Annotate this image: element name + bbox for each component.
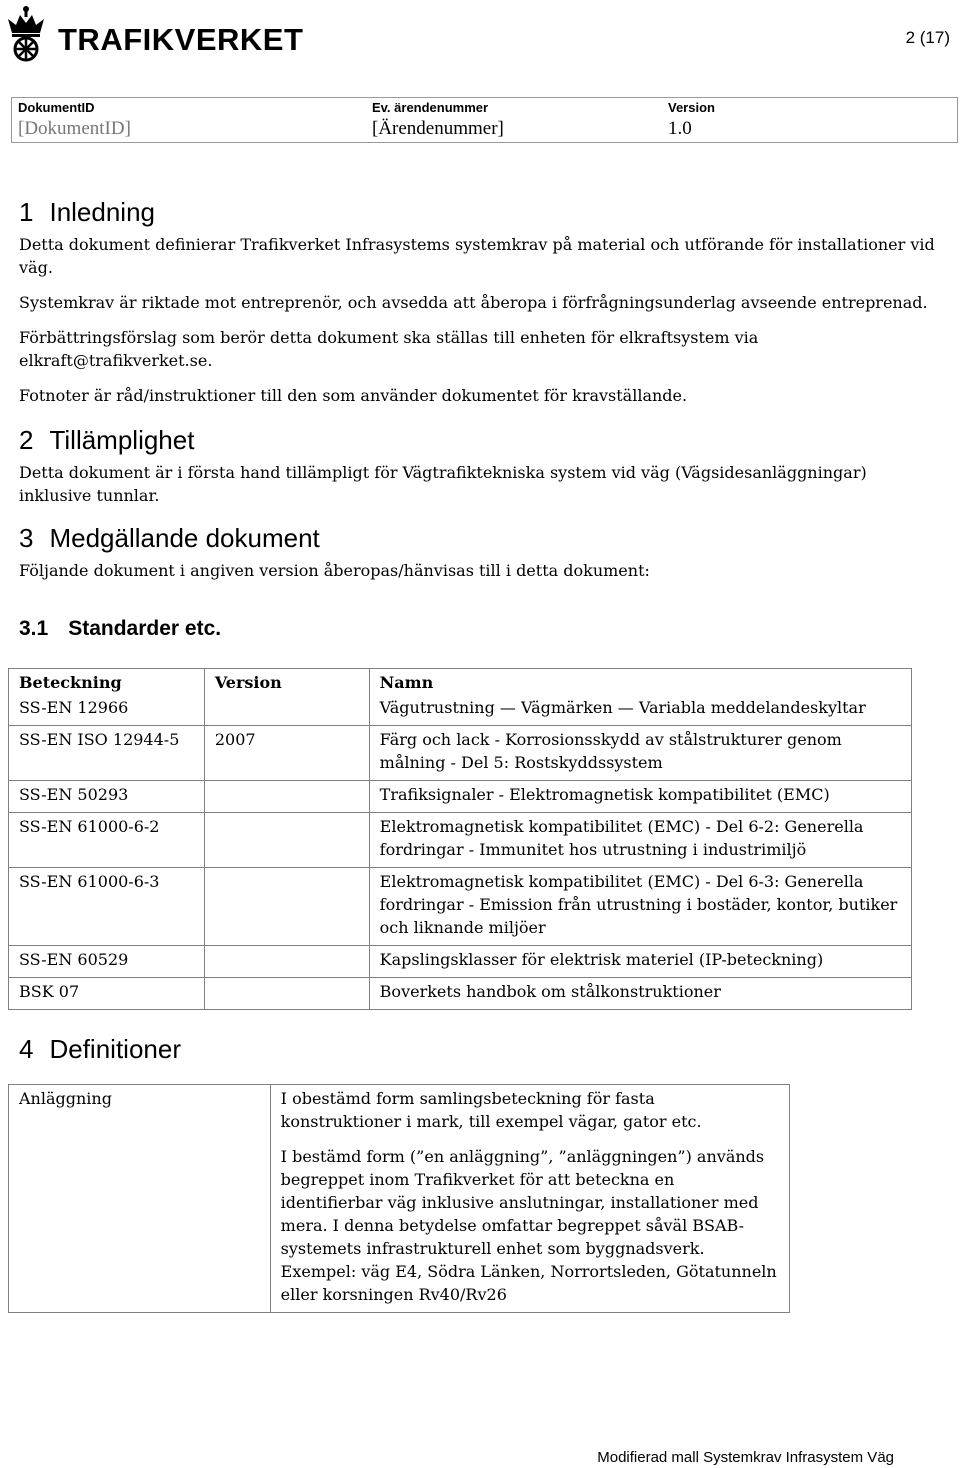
meta-value: [Ärendenummer]: [372, 118, 504, 139]
cell-version: [204, 781, 369, 813]
document-body: [19, 190, 944, 1313]
heading-text: Medgällande dokument: [49, 523, 320, 553]
cell-name: Trafiksignaler - Elektromagnetisk kompatibilitet (EMC): [369, 781, 911, 813]
table-row: [9, 946, 912, 978]
meta-document-id: [18, 100, 131, 141]
definition-paragraph: I bestämd form (”en anläggning”, ”anläggningen”) används begreppet inom Trafikverket för att beteckna en identifierbar väg inklusive anslutningar, installationer med mera. I denna betydelse omfattar begreppet såväl BSAB-systemets infrastrukturell enhet som byggnadsverk. Exempel: väg E4, Södra Länken, Norrortsleden, Götatunneln eller korsningen Rv40/Rv26: [280, 1147, 777, 1304]
heading-number: 2: [19, 425, 34, 455]
cell-version: 2007: [204, 726, 369, 781]
meta-version: [668, 100, 715, 141]
cell-version: [204, 868, 369, 946]
meta-label: DokumentID: [18, 100, 95, 115]
page-number: 2 (17): [905, 28, 950, 47]
crown-icon: [4, 3, 48, 63]
cell-id: SS-EN ISO 12944-5: [9, 726, 205, 781]
table-row: [9, 694, 912, 726]
cell-name: Vägutrustning — Vägmärken — Variabla meddelandeskyltar: [369, 694, 911, 726]
document-meta-table: [11, 97, 958, 143]
heading-standarder: [19, 615, 944, 643]
cell-id: SS-EN 50293: [9, 781, 205, 813]
cell-id: SS-EN 61000-6-3: [9, 868, 205, 946]
meta-label: Version: [668, 100, 715, 115]
trafikverket-logo: [4, 2, 303, 64]
table-row: [9, 781, 912, 813]
heading-medgallande-dokument: [19, 521, 944, 555]
definition-term: Anläggning: [9, 1085, 271, 1313]
paragraph: Fotnoter är råd/instruktioner till den som använder dokumentet för kravställande.: [19, 386, 688, 405]
cell-version: [204, 946, 369, 978]
meta-case-number: [372, 100, 504, 141]
heading-text: Inledning: [49, 197, 156, 227]
paragraph: Förbättringsförslag som berör detta dokument ska ställas till enheten för elkraftsystem via elkraft@trafikverket.se.: [19, 328, 759, 370]
cell-name: Elektromagnetisk kompatibilitet (EMC) - Del 6-3: Generella fordringar - Emission från utrustning i bostäder, kontor, butiker och liknande miljöer: [369, 868, 911, 946]
paragraph: Detta dokument är i första hand tillämpligt för Vägtrafiktekniska system vid väg (Vägsidesanläggningar) inklusive tunnlar.: [19, 463, 867, 505]
heading-text: Standarder etc.: [68, 617, 222, 640]
cell-name: Kapslingsklasser för elektrisk materiel (IP-beteckning): [369, 946, 911, 978]
heading-inledning: [19, 195, 944, 229]
heading-number: 3.1: [19, 617, 49, 640]
paragraph: Systemkrav är riktade mot entreprenör, och avsedda att åberopa i förfrågningsunderlag avseende entreprenad.: [19, 293, 928, 312]
table-header-row: [9, 669, 912, 695]
column-header: Namn: [369, 669, 911, 695]
heading-text: Definitioner: [49, 1034, 181, 1064]
meta-value: 1.0: [668, 118, 692, 139]
cell-name: Färg och lack - Korrosionsskydd av stålstrukturer genom målning - Del 5: Rostskyddssystem: [369, 726, 911, 781]
heading-number: 4: [19, 1034, 34, 1064]
column-header: Version: [204, 669, 369, 695]
heading-tillamplighet: [19, 423, 944, 457]
cell-version: [204, 694, 369, 726]
meta-value: [DokumentID]: [18, 118, 131, 139]
table-row: [9, 978, 912, 1010]
footer-text: Modifierad mall Systemkrav Infrasystem Väg: [597, 1449, 894, 1466]
paragraph: Detta dokument definierar Trafikverket Infrasystems systemkrav på material och utförande för installationer vid väg.: [19, 235, 935, 277]
cell-version: [204, 813, 369, 868]
cell-id: BSK 07: [9, 978, 205, 1010]
table-row: [9, 813, 912, 868]
definition-paragraph: I obestämd form samlingsbeteckning för fasta konstruktioner i mark, till exempel vägar, gator etc.: [280, 1089, 702, 1131]
cell-id: SS-EN 61000-6-2: [9, 813, 205, 868]
standards-table: [8, 668, 912, 1010]
paragraph: Följande dokument i angiven version åberopas/hänvisas till i detta dokument:: [19, 561, 650, 580]
cell-name: Elektromagnetisk kompatibilitet (EMC) - Del 6-2: Generella fordringar - Immunitet hos utrustning i industrimiljö: [369, 813, 911, 868]
heading-text: Tillämplighet: [49, 425, 195, 455]
column-header: Beteckning: [9, 669, 205, 695]
cell-id: SS-EN 60529: [9, 946, 205, 978]
heading-number: 3: [19, 523, 34, 553]
cell-id: SS-EN 12966: [9, 694, 205, 726]
logo-wordmark: TRAFIKVERKET: [58, 21, 304, 57]
heading-definitioner: [19, 1032, 944, 1066]
cell-name: Boverkets handbok om stålkonstruktioner: [369, 978, 911, 1010]
meta-label: Ev. ärendenummer: [372, 100, 489, 115]
cell-version: [204, 978, 369, 1010]
heading-number: 1: [19, 197, 34, 227]
definitions-table: [8, 1084, 790, 1313]
table-row: [9, 868, 912, 946]
table-row: [9, 726, 912, 781]
definition-text: [270, 1085, 789, 1313]
table-row: [9, 1085, 790, 1313]
